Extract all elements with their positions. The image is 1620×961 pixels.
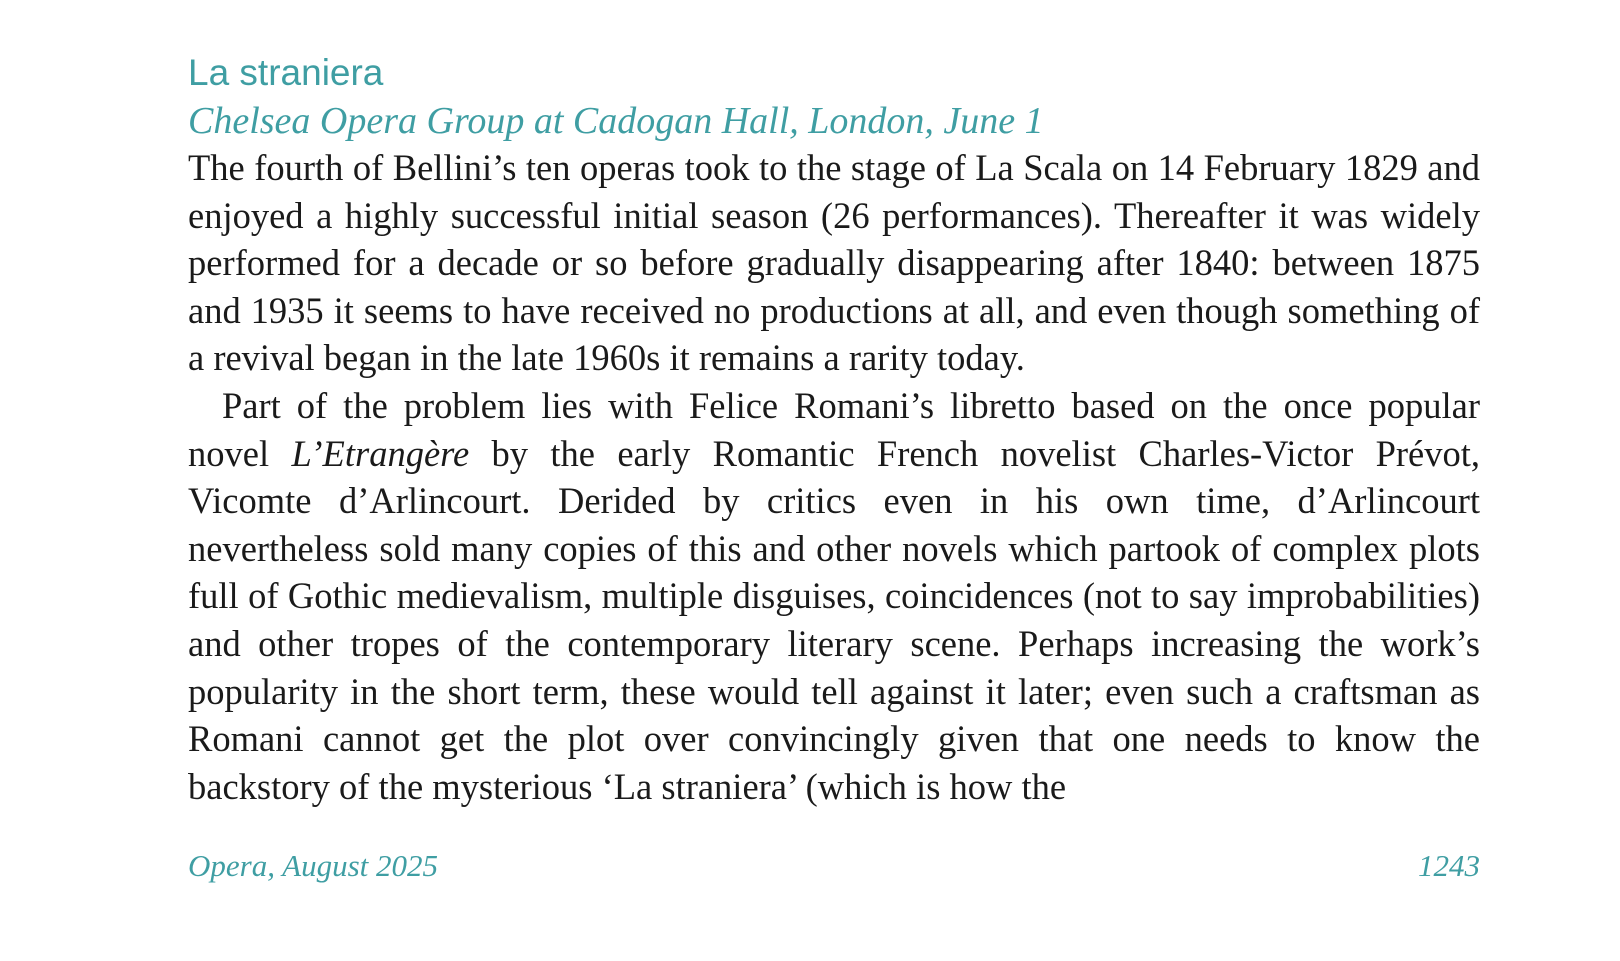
paragraph-2-text-a: Part of the problem lies with Felice Romani’s libretto based on the once popular novel xyxy=(188,384,1480,474)
paragraph-1: The fourth of Bellini’s ten operas took to the stage of La Scala on 14 February 1829 and enjoyed a highly successful initial season (26 performances). Thereafter it was widely performed for a decade or so before gradually disappearing after 1840: between 1875 and 1935 it seems to have received no productions at all, and even though something of a revival began in the late 1960s it remains a rarity today. xyxy=(188,147,1480,379)
page-number: 1243 xyxy=(1418,848,1480,883)
article-subtitle: Chelsea Opera Group at Cadogan Hall, London, June 1 xyxy=(188,100,1044,142)
novel-title: L’Etrangère xyxy=(291,432,470,474)
article-title: La straniera xyxy=(188,52,384,93)
page-footer xyxy=(188,848,1480,884)
article xyxy=(188,48,1480,810)
paragraph-2-text-b: by the early Romantic French novelist Charles-Victor Prévot, Vicomte d’Arlincourt. Derided by critics even in his own time, d’Arlincourt nevertheless sold many copies of this and other novels which partook of complex plots full of Gothic medievalism, multiple disguises, coincidences (not to say improbabilities) and other tropes of the contemporary literary scene. Perhaps increasing the work’s popularity in the short term, these would tell against it later; even such a craftsman as Romani cannot get the plot over convincingly given that one needs to know the backstory of the mysterious ‘La straniera’ (which is how the xyxy=(188,432,1481,807)
article-body xyxy=(188,144,1480,810)
paragraph-2 xyxy=(188,382,1480,810)
publication-name: Opera, August 2025 xyxy=(188,848,439,883)
